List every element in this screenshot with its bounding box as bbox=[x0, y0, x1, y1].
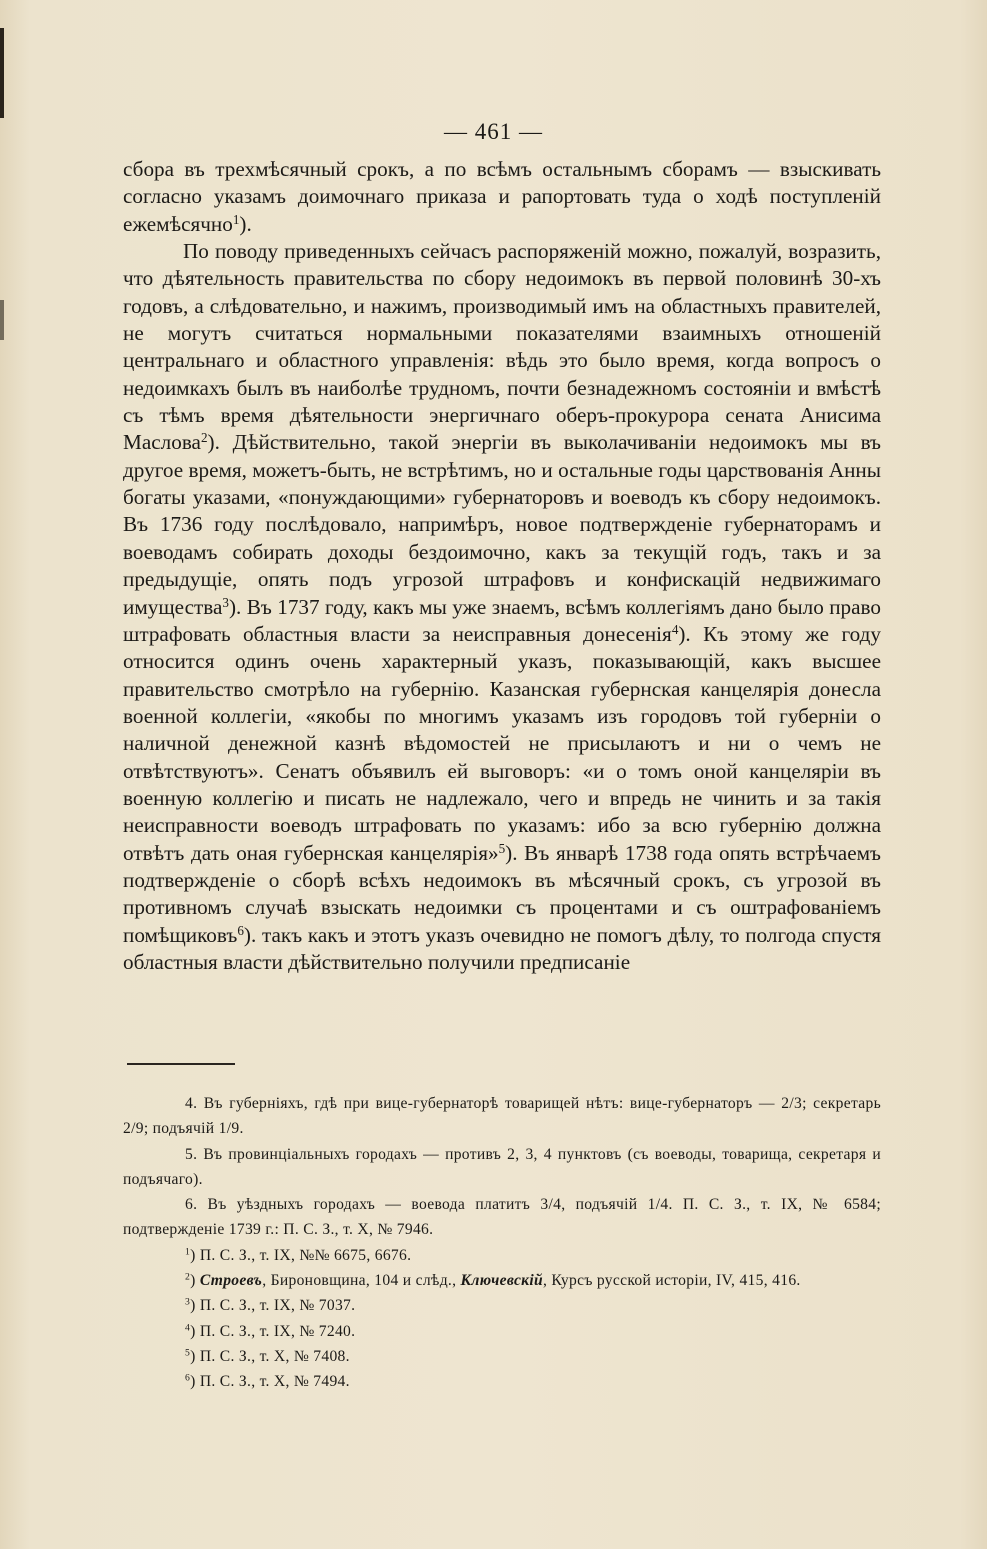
footnote-ref[interactable]: 1 bbox=[232, 211, 240, 227]
footnote-ref[interactable]: 3 bbox=[222, 594, 229, 610]
footnote: $^2$) Строевъ, Бироновщина, 104 и слѣд., Ключевскій, Курсъ русской исторіи, IV, 415, 416. bbox=[185, 1271, 801, 1290]
footnote: $^1$) П. С. З., т. IX, №№ 6675, 6676. bbox=[185, 1246, 412, 1264]
paragraph: сбора въ трехмѣсячный срокъ, а по всѣмъ остальнымъ сборамъ — взыскивать согласно указамъ доимочнаго приказа и рапортовать туда о ходѣ поступленій ежемѣсячно$^1$). bbox=[123, 157, 881, 236]
footnote-ref[interactable]: 5 bbox=[498, 840, 506, 856]
paragraph: По поводу приведенныхъ сейчасъ распоряженій можно, пожалуй, возразить, что дѣятельность правительства по сбору недоимокъ въ первой половинѣ 30-хъ годовъ, а слѣдовательно, и нажимъ, производимый имъ на областныхъ правителей, не могутъ считаться нормальными показателями взаимныхъ отношеній центральнаго и областного управленія: вѣдь это было время, когда вопросъ о недоимкахъ былъ въ наиболѣе трудномъ, почти безнадежномъ состояніи и вмѣстѣ съ тѣмъ время дѣятельности энергичнаго оберъ-прокурора сената Анисима Маслова$^2$). Дѣйствительно, такой энергіи въ выколачиваніи недоимокъ мы въ другое время, можетъ-быть, не встрѣтимъ, но и остальные годы царствованія Анны богаты указами, «понуждающими» губернаторовъ и воеводъ къ сбору недоимокъ. Въ 1736 году послѣдовало, напримѣръ, новое подтвержденіе губернаторамъ и воеводамъ собирать доходы бездоимочно, какъ за текущій годъ, такъ и за предыдущіе, опять подъ угрозой штрафовъ и конфискацій недвижимаго имущества$^3$). Въ 1737 году, какъ мы уже знаемъ, всѣмъ коллегіямъ дано было право штрафовать областныя власти за неисправныя донесенія$^4$). Къ этому же году относится одинъ очень характерный указъ, показывающій, какъ высшее правительство смотрѣло на губернію. Казанская губернская канцелярія донесла военной коллегіи, «якобы по многимъ указамъ изъ городовъ той губерніи о наличной денежной казнѣ вѣдомостей не присылаютъ и ни о чемъ не отвѣтствуютъ». Сенатъ объявилъ ей выговоръ: «и о томъ оной канцеляріи въ военную коллегію и писать не надлежало, чего и впредь не чинить и за такія неисправности воеводъ штрафовать по указамъ: ибо за всю губернію должна отвѣтъ дать оная губернская канцелярія»$^5$). Въ январѣ 1738 года опять встрѣчаемъ подтвержденіе о сборѣ всѣхъ недоимокъ въ мѣсячный срокъ, съ угрозой въ противномъ случаѣ взыскать недоимки съ процентами и съ оштрафованіемъ помѣщиковъ$^6$). такъ какъ и этотъ указъ очевидно не помогъ дѣлу, то полгода спустя областныя власти дѣйствительно получили предписаніе bbox=[123, 239, 881, 974]
footnote: 6. Въ уѣздныхъ городахъ — воевода платитъ 3/4, подъячій 1/4. П. С. З., т. IX, № 6584; подтвержденіе 1739 г.: П. С. З., т. X, № 7946. bbox=[123, 1196, 881, 1239]
author-name: Ключевскій bbox=[460, 1272, 543, 1290]
footnote-ref[interactable]: 6 bbox=[237, 922, 244, 938]
footnote-ref[interactable]: 4 bbox=[671, 621, 679, 637]
author-name: Строевъ bbox=[199, 1272, 263, 1290]
footnote: 4. Въ губерніяхъ, гдѣ при вице-губернаторѣ товарищей нѣтъ: вице-губернаторъ — 2/3; секретарь 2/9; подъячій 1/9. bbox=[123, 1095, 881, 1138]
main-text bbox=[123, 156, 881, 976]
footnote-separator bbox=[127, 1063, 235, 1065]
footnote: $^3$) П. С. З., т. IX, № 7037. bbox=[185, 1297, 356, 1315]
footnote: $^6$) П. С. З., т. X, № 7494. bbox=[185, 1372, 350, 1391]
footnote: $^5$) П. С. З., т. X, № 7408. bbox=[185, 1347, 350, 1365]
binding-edge-mark bbox=[0, 28, 4, 118]
footnotes bbox=[123, 1091, 881, 1395]
footnote: $^4$) П. С. З., т. IX, № 7240. bbox=[185, 1322, 356, 1340]
footnote-ref[interactable]: 2 bbox=[200, 430, 208, 446]
page-number: — 461 — bbox=[444, 119, 543, 144]
footnote: 5. Въ провинціальныхъ городахъ — противъ 2, 3, 4 пунктовъ (съ воеводы, товарища, секретаря и подъячаго). bbox=[123, 1145, 881, 1188]
binding-edge-mark bbox=[0, 300, 4, 340]
